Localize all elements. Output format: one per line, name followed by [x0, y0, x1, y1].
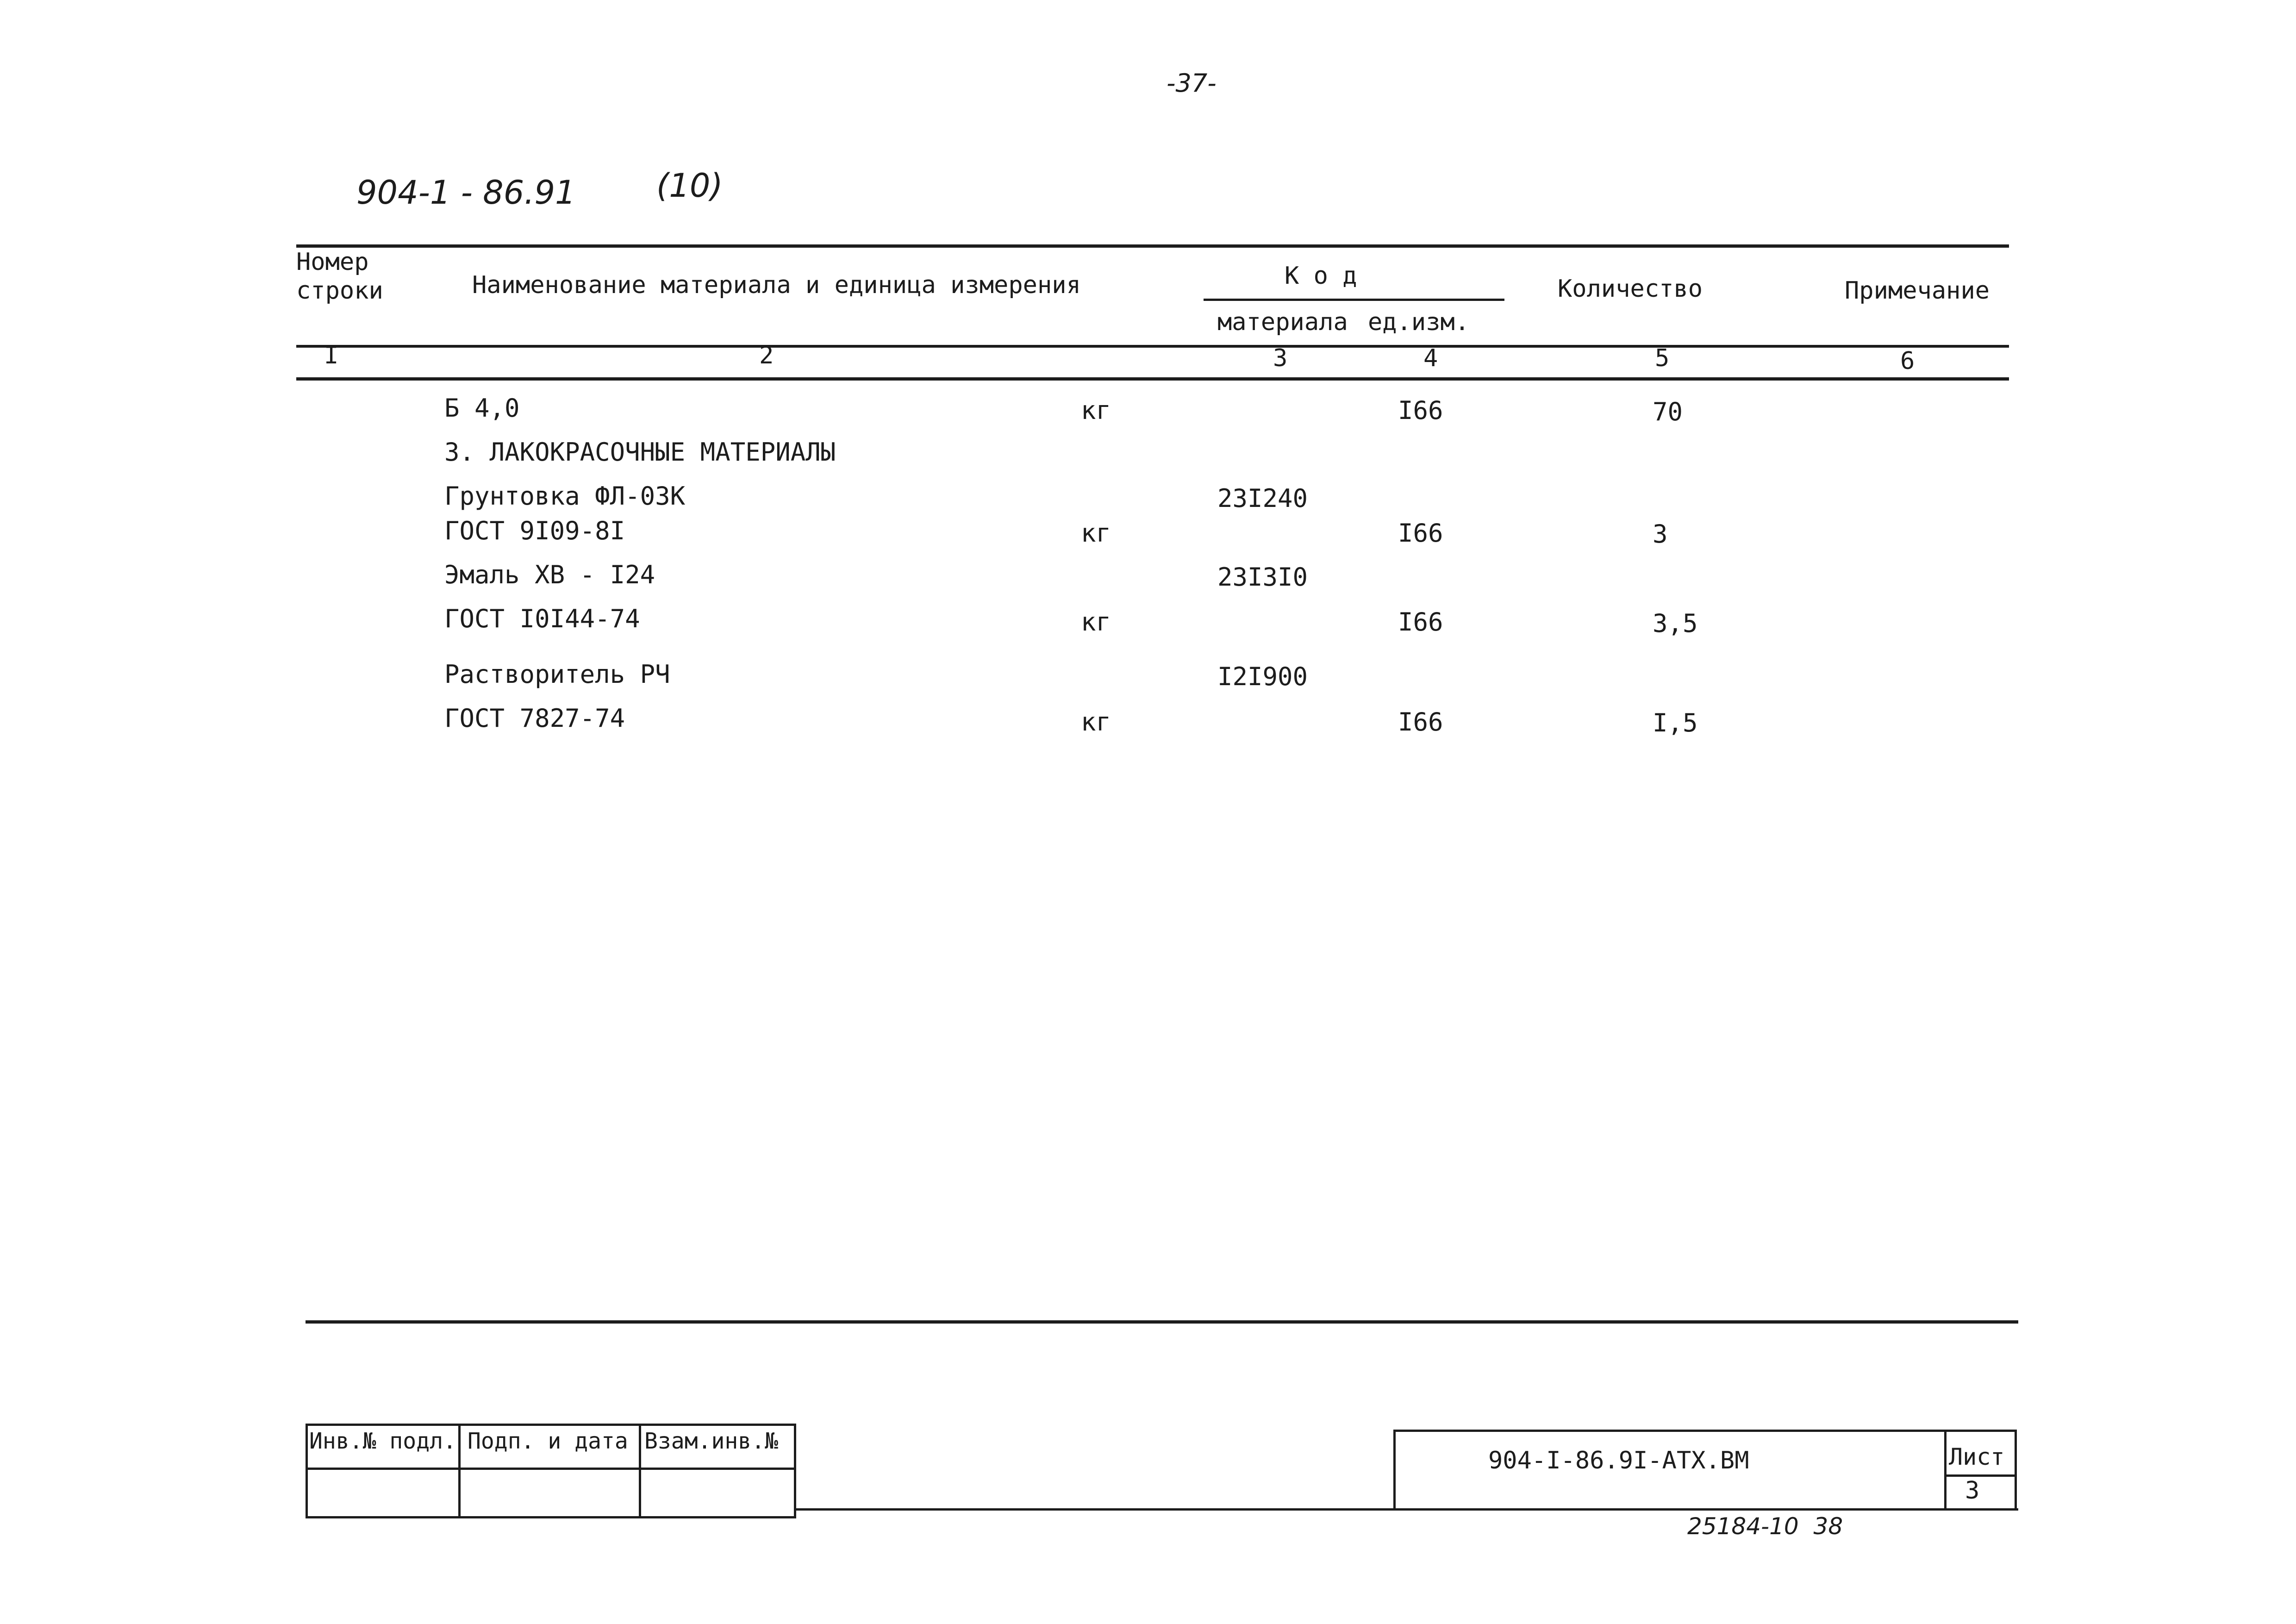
row-7-material-code: I2I900: [1217, 662, 1308, 691]
header-unit-code: ед.изм.: [1368, 308, 1470, 336]
row-3-name: Грунтовка ФЛ-03К: [444, 481, 686, 511]
header-code-group: К о д: [1285, 262, 1357, 290]
column-number-4: 4: [1423, 344, 1438, 372]
table-top-rule: [296, 244, 2009, 248]
column-number-2: 2: [759, 342, 774, 369]
row-8-name: ГОСТ 7827-74: [444, 704, 625, 733]
row-4-quantity: 3: [1653, 519, 1668, 549]
row-4-name: ГОСТ 9I09-8I: [444, 516, 625, 545]
stamp-inv-podl-label: Инв.№ подл.: [309, 1428, 456, 1454]
column-number-5: 5: [1655, 344, 1670, 372]
row-7-name: Растворитель РЧ: [444, 660, 670, 689]
row-6-unit-code: I66: [1398, 607, 1443, 637]
row-8-unit: кг: [1081, 707, 1111, 737]
header-material-code: материала: [1217, 308, 1348, 336]
sheet-label: Лист: [1949, 1443, 2005, 1470]
handwritten-footer-number: 25184-10 38: [1687, 1513, 1843, 1540]
row-4-unit-code: I66: [1398, 518, 1443, 548]
section-heading: 3. ЛАКОКРАСОЧНЫЕ МАТЕРИАЛЫ: [444, 437, 836, 467]
sheet-number: 3: [1965, 1477, 1980, 1505]
handwritten-sheet-note: (10): [656, 167, 723, 205]
column-number-3: 3: [1273, 344, 1288, 372]
code-group-underline: [1204, 299, 1504, 301]
header-row-number: Номер строки: [296, 248, 383, 305]
row-6-name: ГОСТ I0I44-74: [444, 604, 640, 633]
stamp-vzam-inv-label: Взам.инв.№: [644, 1428, 778, 1454]
header-note: Примечание: [1845, 277, 1990, 305]
column-number-6: 6: [1900, 347, 1915, 375]
row-6-quantity: 3,5: [1653, 609, 1698, 638]
row-5-material-code: 23I3I0: [1217, 562, 1308, 592]
row-4-unit: кг: [1081, 518, 1111, 548]
column-number-1: I: [324, 342, 339, 369]
stamp-podp-data-label: Подп. и дата: [468, 1428, 628, 1454]
row-8-quantity: I,5: [1653, 708, 1698, 737]
handwritten-document-code: 904-1 - 86.91: [356, 174, 576, 212]
frame-bottom-rule: [306, 1320, 2018, 1324]
row-8-unit-code: I66: [1398, 707, 1443, 737]
page-number: -37-: [1167, 69, 1217, 98]
row-1-unit: кг: [1081, 396, 1111, 425]
document-designation: 904-I-86.9I-АТХ.ВМ: [1488, 1447, 1749, 1474]
row-5-name: Эмаль ХВ - I24: [444, 560, 655, 589]
header-material-name: Наименование материала и единица измерения: [472, 271, 1081, 299]
row-1-unit-code: I66: [1398, 396, 1443, 425]
row-1-name: Б 4,0: [444, 394, 520, 423]
row-1-quantity: 70: [1653, 397, 1683, 426]
column-numbers-bottom-rule: [296, 377, 2009, 381]
row-3-material-code: 23I240: [1217, 484, 1308, 513]
header-bottom-rule: [296, 345, 2009, 348]
header-quantity: Количество: [1558, 275, 1703, 303]
row-6-unit: кг: [1081, 607, 1111, 637]
